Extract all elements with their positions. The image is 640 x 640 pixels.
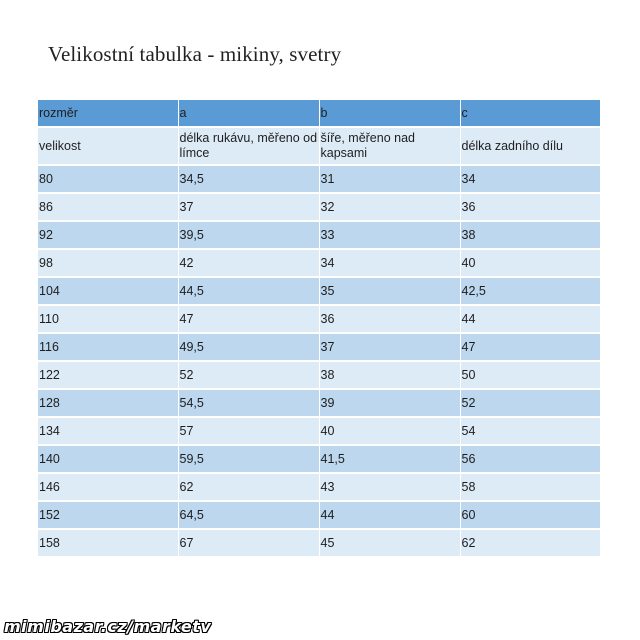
table-cell: 62 [460, 529, 600, 556]
table-cell: 37 [319, 333, 460, 361]
table-cell: 158 [38, 529, 178, 556]
table-row [38, 249, 600, 277]
header-cell-b: b [319, 100, 460, 127]
table-cell: 98 [38, 249, 178, 277]
table-cell: 146 [38, 473, 178, 501]
table-cell: 34,5 [178, 165, 319, 193]
table-header-row [38, 100, 600, 127]
page-title: Velikostní tabulka - mikiny, svetry [48, 42, 342, 66]
table-cell: 40 [460, 249, 600, 277]
subheader-cell-width: šíře, měřeno nad kapsami [319, 127, 460, 165]
table-cell: 52 [178, 361, 319, 389]
table-cell: 32 [319, 193, 460, 221]
table-cell: 92 [38, 221, 178, 249]
table-row [38, 305, 600, 333]
size-table [38, 100, 600, 556]
header-cell-c: c [460, 100, 600, 127]
table-cell: 52 [460, 389, 600, 417]
table-cell: 104 [38, 277, 178, 305]
table-cell: 36 [319, 305, 460, 333]
table-row [38, 389, 600, 417]
table-cell: 140 [38, 445, 178, 473]
table-cell: 43 [319, 473, 460, 501]
header-cell-rozmer: rozměr [38, 100, 178, 127]
table-cell: 38 [460, 221, 600, 249]
table-cell: 40 [319, 417, 460, 445]
table-row [38, 473, 600, 501]
table-row [38, 417, 600, 445]
table-row [38, 529, 600, 556]
table-cell: 54,5 [178, 389, 319, 417]
header-cell-a: a [178, 100, 319, 127]
table-cell: 110 [38, 305, 178, 333]
table-cell: 44 [319, 501, 460, 529]
table-cell: 44 [460, 305, 600, 333]
table-cell: 45 [319, 529, 460, 556]
table-cell: 57 [178, 417, 319, 445]
table-cell: 58 [460, 473, 600, 501]
table-cell: 134 [38, 417, 178, 445]
table-cell: 50 [460, 361, 600, 389]
table-cell: 34 [319, 249, 460, 277]
table-cell: 64,5 [178, 501, 319, 529]
table-cell: 39,5 [178, 221, 319, 249]
table-cell: 59,5 [178, 445, 319, 473]
table-cell: 47 [460, 333, 600, 361]
table-cell: 44,5 [178, 277, 319, 305]
subheader-cell-back-length: délka zadního dílu [460, 127, 600, 165]
table-cell: 42 [178, 249, 319, 277]
table-row [38, 165, 600, 193]
table-cell: 67 [178, 529, 319, 556]
subheader-cell-sleeve-length: délka rukávu, měřeno od límce [178, 127, 319, 165]
table-cell: 41,5 [319, 445, 460, 473]
table-row [38, 193, 600, 221]
table-row [38, 501, 600, 529]
table-cell: 86 [38, 193, 178, 221]
subheader-cell-velikost: velikost [38, 127, 178, 165]
table-cell: 31 [319, 165, 460, 193]
table-subheader-row [38, 127, 600, 165]
table-cell: 34 [460, 165, 600, 193]
table-cell: 122 [38, 361, 178, 389]
table-cell: 39 [319, 389, 460, 417]
watermark-text: mimibazar.cz/marketv [4, 617, 212, 636]
table-cell: 62 [178, 473, 319, 501]
table-cell: 152 [38, 501, 178, 529]
table-cell: 56 [460, 445, 600, 473]
table-cell: 80 [38, 165, 178, 193]
table-cell: 33 [319, 221, 460, 249]
table-cell: 42,5 [460, 277, 600, 305]
table-row [38, 333, 600, 361]
table-cell: 54 [460, 417, 600, 445]
table-row [38, 277, 600, 305]
table-row [38, 361, 600, 389]
table-cell: 35 [319, 277, 460, 305]
table-cell: 116 [38, 333, 178, 361]
table-cell: 36 [460, 193, 600, 221]
table-cell: 38 [319, 361, 460, 389]
table-cell: 37 [178, 193, 319, 221]
table-cell: 128 [38, 389, 178, 417]
table-cell: 60 [460, 501, 600, 529]
table-row [38, 221, 600, 249]
table-cell: 49,5 [178, 333, 319, 361]
table-cell: 47 [178, 305, 319, 333]
table-row [38, 445, 600, 473]
